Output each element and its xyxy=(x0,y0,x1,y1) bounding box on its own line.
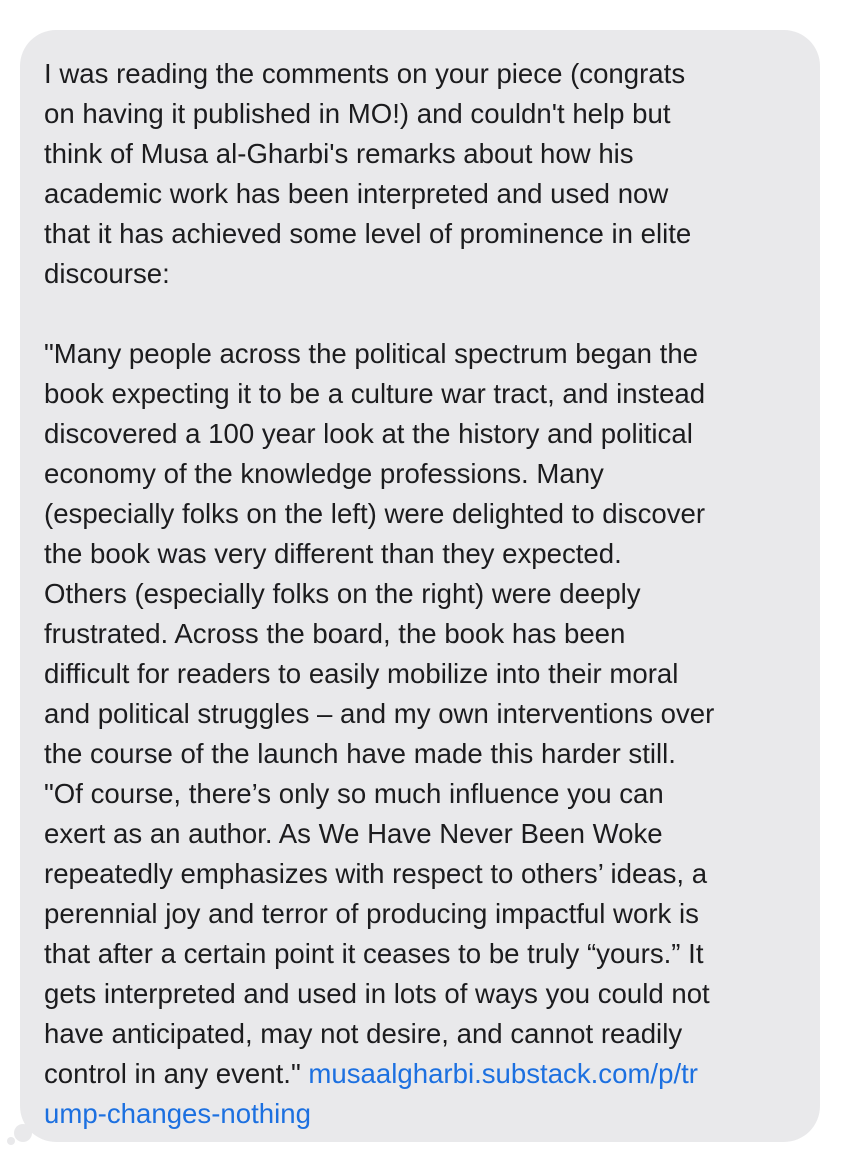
message-line: that after a certain point it ceases to be truly “yours.” It xyxy=(44,938,704,969)
message-line: academic work has been interpreted and used now xyxy=(44,178,669,209)
message-bubble[interactable] xyxy=(20,30,820,1142)
message-line: on having it published in MO!) and couldn't help but xyxy=(44,98,671,129)
message-line: gets interpreted and used in lots of ways you could not xyxy=(44,978,710,1009)
message-line: Others (especially folks on the right) were deeply xyxy=(44,578,641,609)
message-line: I was reading the comments on your piece (congrats xyxy=(44,58,686,89)
message-line: difficult for readers to easily mobilize into their moral xyxy=(44,658,679,689)
substack-link-part-2: ump-changes-nothing xyxy=(44,1098,311,1129)
message-line: perennial joy and terror of producing impactful work is xyxy=(44,898,699,929)
message-line: "Many people across the political spectrum began the xyxy=(44,338,699,369)
message-line: discourse: xyxy=(44,258,170,289)
message-line: economy of the knowledge professions. Many xyxy=(44,458,604,489)
message-line: the book was very different than they expected. xyxy=(44,538,622,569)
message-line: (especially folks on the left) were delighted to discover xyxy=(44,498,706,529)
message-line: think of Musa al-Gharbi's remarks about how his xyxy=(44,138,634,169)
message-line: repeatedly emphasizes with respect to others’ ideas, a xyxy=(44,858,708,889)
bubble-tail xyxy=(14,1124,32,1142)
message-text xyxy=(44,54,796,1134)
message-line: that it has achieved some level of prominence in elite xyxy=(44,218,692,249)
message-line: frustrated. Across the board, the book has been xyxy=(44,618,626,649)
message-line: exert as an author. As We Have Never Been Woke xyxy=(44,818,663,849)
message-line: discovered a 100 year look at the history and political xyxy=(44,418,693,449)
message-line: have anticipated, may not desire, and cannot readily xyxy=(44,1018,683,1049)
message-line: book expecting it to be a culture war tract, and instead xyxy=(44,378,706,409)
bubble-tail-dot xyxy=(7,1137,15,1145)
message-line: control in any event." xyxy=(44,1058,309,1089)
message-line: the course of the launch have made this harder still. xyxy=(44,738,676,769)
substack-link-part-1: musaalgharbi.substack.com/p/tr xyxy=(308,1058,698,1089)
message-line: and political struggles – and my own interventions over xyxy=(44,698,715,729)
message-line: "Of course, there’s only so much influence you can xyxy=(44,778,664,809)
